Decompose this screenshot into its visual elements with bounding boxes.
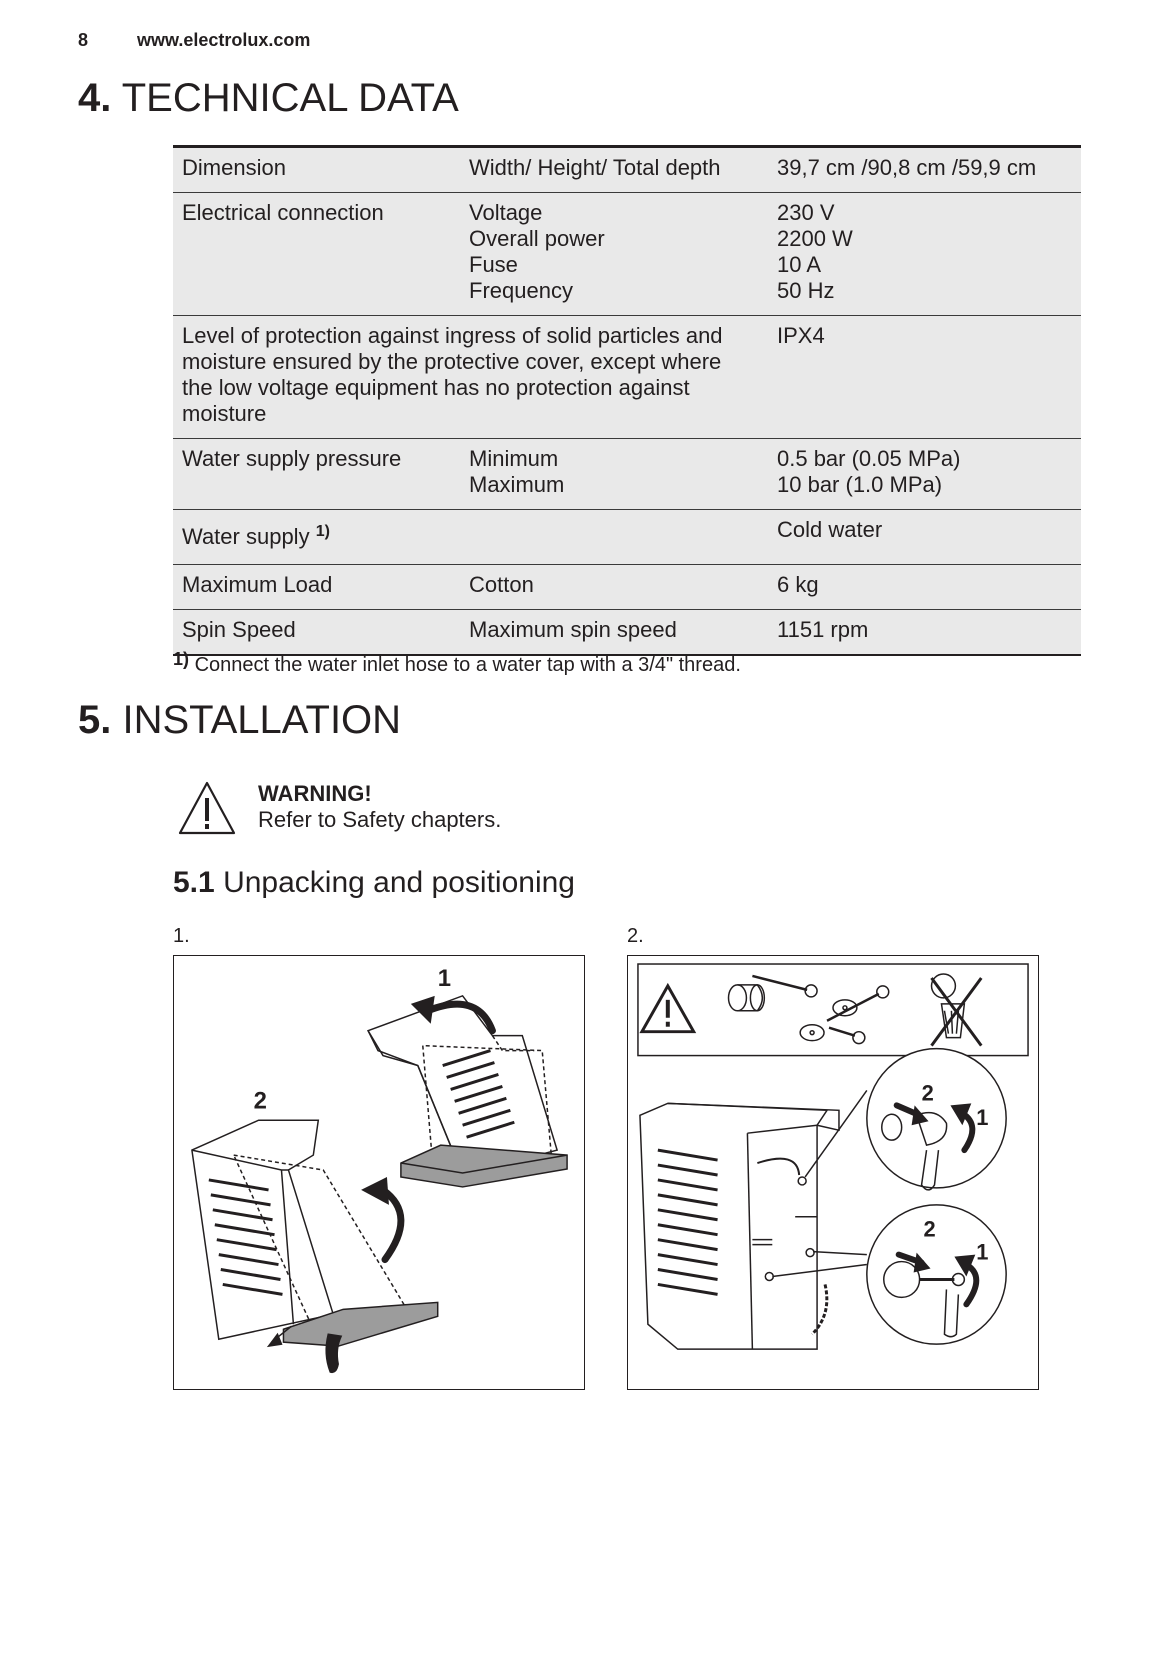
footnote-marker: 1) [315,523,330,540]
table-cell: Cotton [469,572,534,597]
table-cell: 6 kg [777,572,819,597]
table-row [173,147,1081,193]
step-number: 2 [921,1080,934,1106]
footnote-marker: 1) [173,649,190,669]
table-cell: Width/ Height/ Total depth [469,155,721,180]
table-cell: Level of protection against ingress of solid particles and moisture ensured by the protective cover, except where the low voltage equipment has no protection against moisture [182,323,723,426]
table-row [173,193,1081,316]
section-title: TECHNICAL DATA [121,76,459,120]
step-number: 1 [437,964,451,992]
footnote-text: Connect the water inlet hose to a water tap with a 3/4" thread. [194,654,741,676]
table-footnote [173,649,741,677]
figure-transit-bolts-illustration [627,955,1039,1390]
subsection-heading [173,866,575,900]
table-row [173,439,1081,510]
table-cell: 230 V 2200 W 10 A 50 Hz [777,200,853,303]
table-cell: 39,7 cm /90,8 cm /59,9 cm [777,155,1037,180]
table-cell: Maximum Load [182,572,333,597]
table-cell: 0.5 bar (0.05 MPa) 10 bar (1.0 MPa) [777,446,961,497]
table-cell: Electrical connection [182,200,384,225]
table-row [173,316,1081,439]
table-cell [460,510,768,565]
table-cell: Water supply pressure [182,446,402,471]
page-header [78,30,310,51]
washing-machine-rear-drawing [640,1103,839,1349]
table-cell: Dimension [182,155,286,180]
section-heading-installation [78,698,401,743]
warning-title: WARNING! [258,781,372,806]
step-number: 1 [976,1239,989,1265]
table-cell: Voltage Overall power Fuse Frequency [469,200,605,303]
step-number: 1 [976,1105,989,1131]
technical-data-table [173,145,1081,656]
table-row [173,610,1081,656]
table-cell: Cold water [777,517,883,542]
figure-label: 1. [173,925,190,947]
subsection-number: 5.1 [173,866,215,899]
table-cell: Spin Speed [182,617,296,642]
warning-triangle-icon [177,780,237,836]
section-title: INSTALLATION [122,698,402,742]
page-number: 8 [78,30,89,50]
warning-text: Refer to Safety chapters. [258,807,502,832]
figure-label: 2. [627,925,644,947]
step-number: 2 [253,1087,267,1115]
step-number: 2 [923,1216,936,1242]
section-number: 4. [78,76,112,120]
subsection-title: Unpacking and positioning [223,866,575,899]
section-number: 5. [78,698,112,742]
table-cell: 1151 rpm [777,617,869,642]
section-heading-technical-data [78,76,459,121]
table-cell: IPX4 [777,323,825,348]
table-row [173,510,1081,565]
table-cell: Minimum Maximum [469,446,565,497]
figure-unpacking-illustration [173,955,585,1390]
table-cell: Water supply $^{1)}$ [182,523,330,549]
header-url[interactable]: www.electrolux.com [137,30,311,50]
table-row [173,565,1081,610]
table-cell: Maximum spin speed [469,617,677,642]
